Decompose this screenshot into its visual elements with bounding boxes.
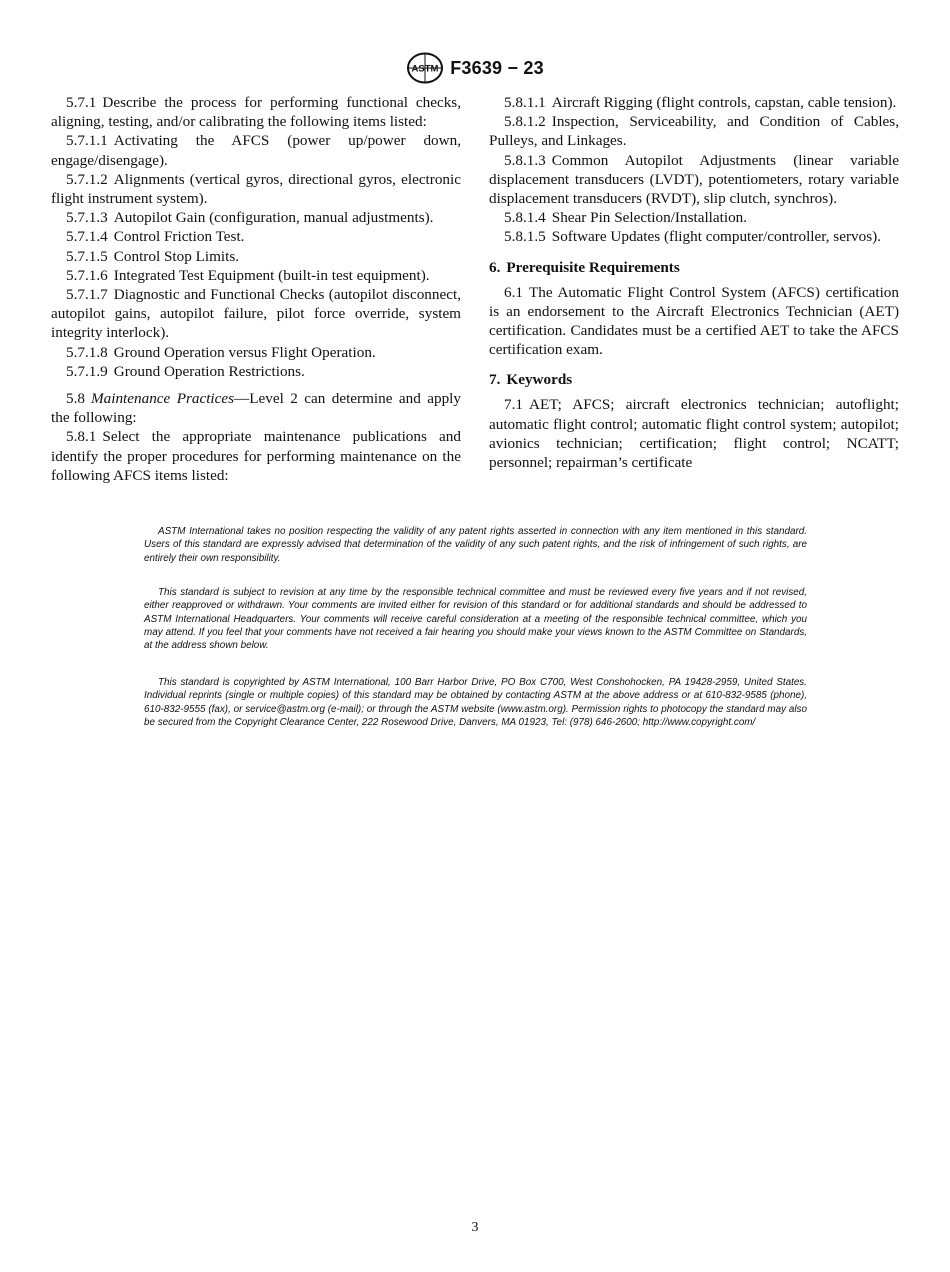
section-5-7-1-7: 5.7.1.7 Diagnostic and Functional Checks (autopilot disconnect, autopilot gains, autopilot failure, pilot force override, system integrity interlock).: [51, 286, 461, 342]
section-5-7-1-2: 5.7.1.2 Alignments (vertical gyros, directional gyros, electronic flight instrument system).: [51, 170, 461, 208]
svg-text:ASTM: ASTM: [411, 63, 439, 75]
section-5-8-1: 5.8.1 Select the appropriate maintenance publications and identify the proper procedures for performing maintenance on the following AFCS items listed:: [51, 428, 461, 484]
section-6-1: 6.1 The Automatic Flight Control System (AFCS) certification is an endorsement to the Aircraft Electronics Technician (AET) certification. Candidates must be a certified AET to take the AFCS certification exam.: [489, 283, 899, 359]
section-7-heading: 7. Keywords: [489, 371, 573, 389]
section-5-8-1-2: 5.8.1.2 Inspection, Serviceability, and Condition of Cables, Pulleys, and Linkages.: [489, 113, 899, 150]
section-5-7-1-3: 5.7.1.3 Autopilot Gain (configuration, manual adjustments).: [66, 209, 434, 227]
section-5-8-1-4: 5.8.1.4 Shear Pin Selection/Installation.: [504, 209, 748, 227]
section-5-7-1: 5.7.1 Describe the process for performing functional checks, aligning, testing, and/or calibrating the following items listed:: [51, 94, 461, 131]
section-5-8-1-3: 5.8.1.3 Common Autopilot Adjustments (linear variable displacement transducers (LVDT), potentiometers, rotary variable displacement transducers (RVDT), slip clutch, synchros).: [489, 151, 899, 208]
section-5-8: 5.8 Maintenance Practices—Level 2 can determine and apply the following:: [51, 390, 461, 427]
section-5-8-1-5: 5.8.1.5 Software Updates (flight computer/controller, servos).: [504, 228, 881, 246]
left-column: [51, 93, 461, 485]
section-5-7-1-4: 5.7.1.4 Control Friction Test.: [66, 228, 245, 246]
document-designation: F3639 − 23: [450, 57, 544, 78]
section-7-1: 7.1 AET; AFCS; aircraft electronics technician; autoflight; automatic flight control; automatic flight control system; autopilot; avionics technician; certification; flight control; NCATT; personnel; repairman’s certificate: [489, 396, 899, 472]
section-5-7-1-1: 5.7.1.1 Activating the AFCS (power up/power down, engage/disengage).: [51, 132, 461, 169]
page-header: [0, 52, 950, 84]
copyright-notice: This standard is copyrighted by ASTM International, 100 Barr Harbor Drive, PO Box C700, West Conshohocken, PA 19428-2959, United States. Individual reprints (single or multiple copies) of this standard may be obtained by contacting ASTM at the above address or at 610-832-9585 (phone), 610-832-9555 (fax), or service@astm.org (e-mail); or through the ASTM website (www.astm.org). Permission rights to photocopy the standard may also be secured from the Copyright Clearance Center, 222 Rosewood Drive, Danvers, MA 01923, Tel: (978) 646-2600; http://www.copyright.com/: [144, 677, 807, 728]
section-5-7-1-6: 5.7.1.6 Integrated Test Equipment (built-in test equipment).: [66, 266, 430, 284]
section-5-7-1-5: 5.7.1.5 Control Stop Limits.: [66, 247, 240, 265]
patent-notice: ASTM International takes no position respecting the validity of any patent rights asserted in connection with any item mentioned in this standard. Users of this standard are expressly advised that determination of the validity of any such patent rights, and the risk of infringement of such rights, are entirely their own responsibility.: [144, 526, 807, 564]
section-5-7-1-8: 5.7.1.8 Ground Operation versus Flight Operation.: [66, 343, 376, 361]
revision-notice: This standard is subject to revision at any time by the responsible technical committee and must be reviewed every five years and if not revised, either reapproved or withdrawn. Your comments are invited either for revision of this standard or for additional standards and should be addressed to ASTM International Headquarters. Your comments will receive careful consideration at a meeting of the responsible technical committee, which you may attend. If you feel that your comments have not received a fair hearing you should make your views known to the ASTM Committee on Standards, at the address shown below.: [144, 587, 807, 652]
section-6-heading: 6. Prerequisite Requirements: [489, 258, 680, 276]
astm-logo: [406, 52, 444, 84]
right-column: [489, 93, 899, 472]
page-number: 3: [471, 1220, 479, 1235]
section-5-8-1-1: 5.8.1.1 Aircraft Rigging (flight controls, capstan, cable tension).: [504, 94, 897, 111]
section-5-8-title: Maintenance Practices: [90, 390, 235, 408]
section-5-7-1-9: 5.7.1.9 Ground Operation Restrictions.: [66, 362, 305, 380]
